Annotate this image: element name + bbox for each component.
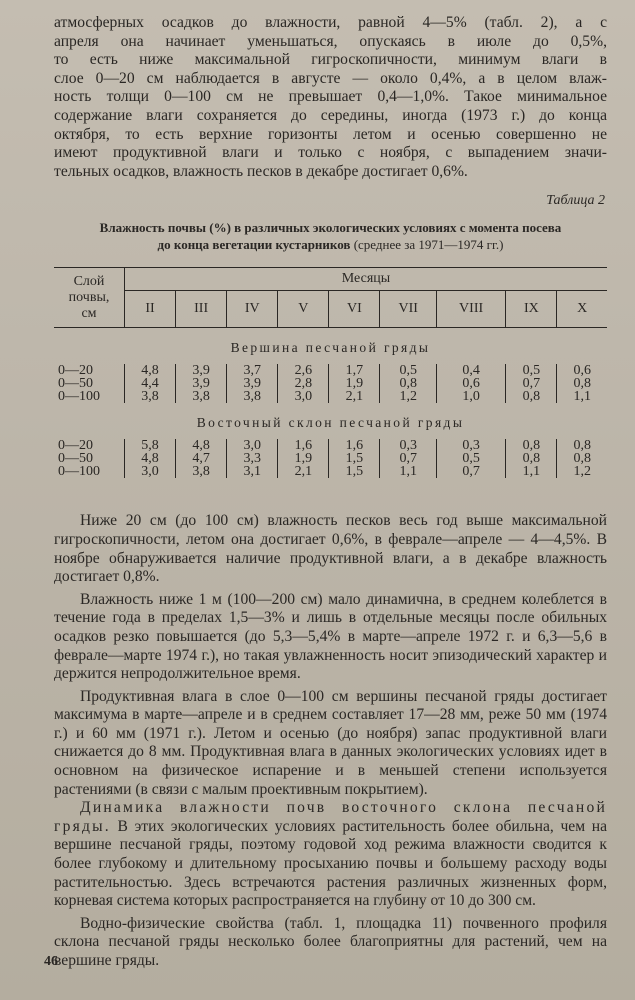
table-caption-line1: Влажность почвы (%) в различных экологических условиях с момента посева — [99, 220, 562, 236]
moisture-value-cell: 0,8 — [380, 377, 436, 390]
month-header-cell: II — [125, 291, 176, 328]
moisture-value-cell: 0,8 — [506, 390, 557, 403]
months-header: Месяцы — [125, 268, 608, 291]
moisture-value-cell: 3,8 — [176, 390, 227, 403]
moisture-value-cell: 0,7 — [436, 465, 505, 478]
moisture-value-cell: 3,8 — [227, 390, 278, 403]
paragraph-1: Ниже 20 см (до 100 см) влажность песков весь год выше максимальной гигроскопичности, летом она достигает 0,6%, в феврале—апреле — 4—4,5%. В ноябре обнаруживается наличие продуктивной влаги, а в декабре влажность достигает 0,8%. — [54, 512, 607, 586]
moisture-value-cell: 1,9 — [278, 452, 329, 465]
moisture-value-cell: 4,4 — [125, 377, 176, 390]
month-header-cell: IX — [506, 291, 557, 328]
table-caption-line2-period: (среднее за 1971—1974 гг.) — [353, 237, 504, 253]
intro-line: апреля она начинает уменьшаться, опускаясь в июле до 0,5%, — [54, 32, 607, 50]
layer-cell: 0—50 — [58, 451, 93, 467]
table-number: Таблица 2 — [546, 193, 605, 209]
table-section-title: Восточный склон песчаной гряды — [196, 415, 465, 431]
moisture-value-cell: 3,8 — [125, 390, 176, 403]
moisture-value-cell: 3,0 — [278, 390, 329, 403]
moisture-value-cell: 4,7 — [176, 452, 227, 465]
moisture-value-cell: 2,8 — [278, 377, 329, 390]
table-row — [54, 465, 607, 478]
moisture-value-cell: 3,9 — [176, 364, 227, 377]
layer-cell: 0—100 — [58, 389, 100, 405]
moisture-value-cell: 3,0 — [125, 465, 176, 478]
moisture-value-cell: 1,7 — [329, 364, 380, 377]
moisture-value-cell: 2,1 — [278, 465, 329, 478]
paragraph-4-body: В этих экологических условиях растительность более обильна, чем на вершине песчаной гряды, поэтому годовой ход режима влажности сводится к более глубокому и длительному просыханию почвы и большему расходу воды растительностью. Здесь встречаются растения различных жизненных форм, корневая система которых распространяется на глубину от 10 до 300 см. — [54, 817, 607, 910]
moisture-value-cell: 4,8 — [176, 439, 227, 452]
paragraph-4-heading: Динамика влажности почв восточного склона песчаной гряды. — [54, 799, 607, 835]
intro-line: ность толщи 0—100 см не превышает 0,4—1,0%. Такое минимальное — [54, 88, 607, 106]
moisture-value-cell: 1,1 — [506, 465, 557, 478]
intro-line: имеют продуктивной влаги и только с ноября, с выпадением значи- — [54, 144, 607, 162]
moisture-value-cell: 1,6 — [278, 439, 329, 452]
paragraph-3: Продуктивная влага в слое 0—100 см вершины песчаной гряды достигает максимума в марте—апреле и в среднем составляет 17—28 мм, реже 50 мм (1974 г.) и 60 мм (1971 г.). Летом и осенью (до ноября) запас продуктивной влаги снижается до 8 мм. Продуктивная влага в данных экологических условиях идет в основном на физическое испарение и в меньшей степени используется растениями (в связи с малым проективным покрытием). — [54, 687, 607, 798]
moisture-value-cell: 1,5 — [329, 452, 380, 465]
table-caption — [54, 219, 607, 253]
moisture-value-cell: 1,6 — [329, 439, 380, 452]
page-number: 46 — [44, 954, 58, 969]
layer-cell: 0—20 — [58, 363, 93, 379]
moisture-value-cell: 0,8 — [506, 452, 557, 465]
table-caption-line2-main: до конца вегетации кустарников — [157, 237, 351, 253]
moisture-value-cell: 1,9 — [329, 377, 380, 390]
month-header-cell: VIII — [436, 291, 505, 328]
layer-cell: 0—20 — [58, 438, 93, 454]
intro-line: октября, то есть верхние горизонты летом и осенью совершенно не — [54, 125, 607, 143]
intro-line: атмосферных осадков до влажности, равной 4—5% (табл. 2), а с — [54, 14, 607, 31]
moisture-value-cell: 0,5 — [436, 452, 505, 465]
table-row — [54, 390, 607, 403]
table-section-row — [54, 403, 607, 439]
moisture-value-cell: 0,5 — [380, 364, 436, 377]
paragraph-4 — [54, 799, 607, 911]
paragraph-5: Водно-физические свойства (табл. 1, площадка 11) почвенного профиля склона песчаной гряды несколько более благоприятны для растений, чем на вершине гряды. — [54, 914, 607, 969]
moisture-value-cell: 3,9 — [227, 377, 278, 390]
layer-cell: 0—50 — [58, 376, 93, 392]
moisture-value-cell: 4,8 — [125, 364, 176, 377]
moisture-value-cell: 0,7 — [380, 452, 436, 465]
month-header-cell: X — [557, 291, 607, 328]
layer-header-line2: почвы, — [68, 289, 110, 305]
moisture-value-cell: 0,4 — [436, 364, 505, 377]
month-header-cell: VI — [329, 291, 380, 328]
intro-paragraph — [54, 14, 607, 181]
moisture-value-cell: 0,5 — [506, 364, 557, 377]
moisture-value-cell: 0,8 — [557, 439, 607, 452]
moisture-value-cell: 1,2 — [380, 390, 436, 403]
moisture-value-cell: 4,8 — [125, 452, 176, 465]
moisture-value-cell: 2,1 — [329, 390, 380, 403]
moisture-value-cell: 0,3 — [380, 439, 436, 452]
month-header-cell: IV — [227, 291, 278, 328]
moisture-value-cell: 0,6 — [436, 377, 505, 390]
layer-header-line1: Слой — [73, 273, 105, 289]
moisture-value-cell: 3,8 — [176, 465, 227, 478]
moisture-value-cell: 1,0 — [436, 390, 505, 403]
moisture-value-cell: 5,8 — [125, 439, 176, 452]
moisture-value-cell: 2,6 — [278, 364, 329, 377]
month-header-cell: V — [278, 291, 329, 328]
moisture-value-cell: 3,0 — [227, 439, 278, 452]
moisture-value-cell: 0,3 — [436, 439, 505, 452]
table-body — [54, 328, 607, 479]
moisture-value-cell: 3,1 — [227, 465, 278, 478]
month-header-cell: III — [176, 291, 227, 328]
table-caption-line2 — [54, 236, 607, 253]
moisture-value-cell: 0,7 — [506, 377, 557, 390]
month-header-cell: VII — [380, 291, 436, 328]
table-section-title: Вершина песчаной гряды — [230, 340, 431, 356]
moisture-value-cell: 1,1 — [380, 465, 436, 478]
intro-line: слое 0—20 см наблюдается в августе — около 0,4%, а в целом влаж- — [54, 69, 607, 87]
moisture-value-cell: 1,1 — [557, 390, 607, 403]
layer-header — [54, 268, 125, 328]
moisture-value-cell: 0,8 — [557, 377, 607, 390]
soil-moisture-table — [54, 267, 607, 478]
layer-cell: 0—100 — [58, 464, 100, 480]
intro-line: содержание влаги сохраняется до середины, иногда (1973 г.) до конца — [54, 106, 607, 124]
moisture-value-cell: 3,7 — [227, 364, 278, 377]
months-row — [54, 291, 607, 328]
moisture-value-cell: 0,8 — [506, 439, 557, 452]
intro-line: то есть ниже максимальной гигроскопичности, минимум влаги в — [54, 51, 607, 69]
intro-line: тельных осадков, влажность песков в декабре достигает 0,6%. — [54, 162, 468, 180]
paragraph-2: Влажность ниже 1 м (100—200 см) мало динамична, в среднем колеблется в течение года в пределах 1,5—3% и лишь в отдельные месяцы после обильных осадков резко повышается (до 5,3—5,4% в марте—апреле 1972 г. и 6,3—5,6 в феврале—марте 1974 г.), но такая увлажненность носит эпизодический характер и держится непродолжительное время. — [54, 590, 607, 683]
moisture-value-cell: 0,8 — [557, 452, 607, 465]
moisture-value-cell: 3,9 — [176, 377, 227, 390]
moisture-value-cell: 3,3 — [227, 452, 278, 465]
table-section-row — [54, 328, 607, 365]
layer-header-line3: см — [81, 305, 97, 321]
moisture-value-cell: 0,6 — [557, 364, 607, 377]
moisture-value-cell: 1,5 — [329, 465, 380, 478]
moisture-value-cell: 1,2 — [557, 465, 607, 478]
